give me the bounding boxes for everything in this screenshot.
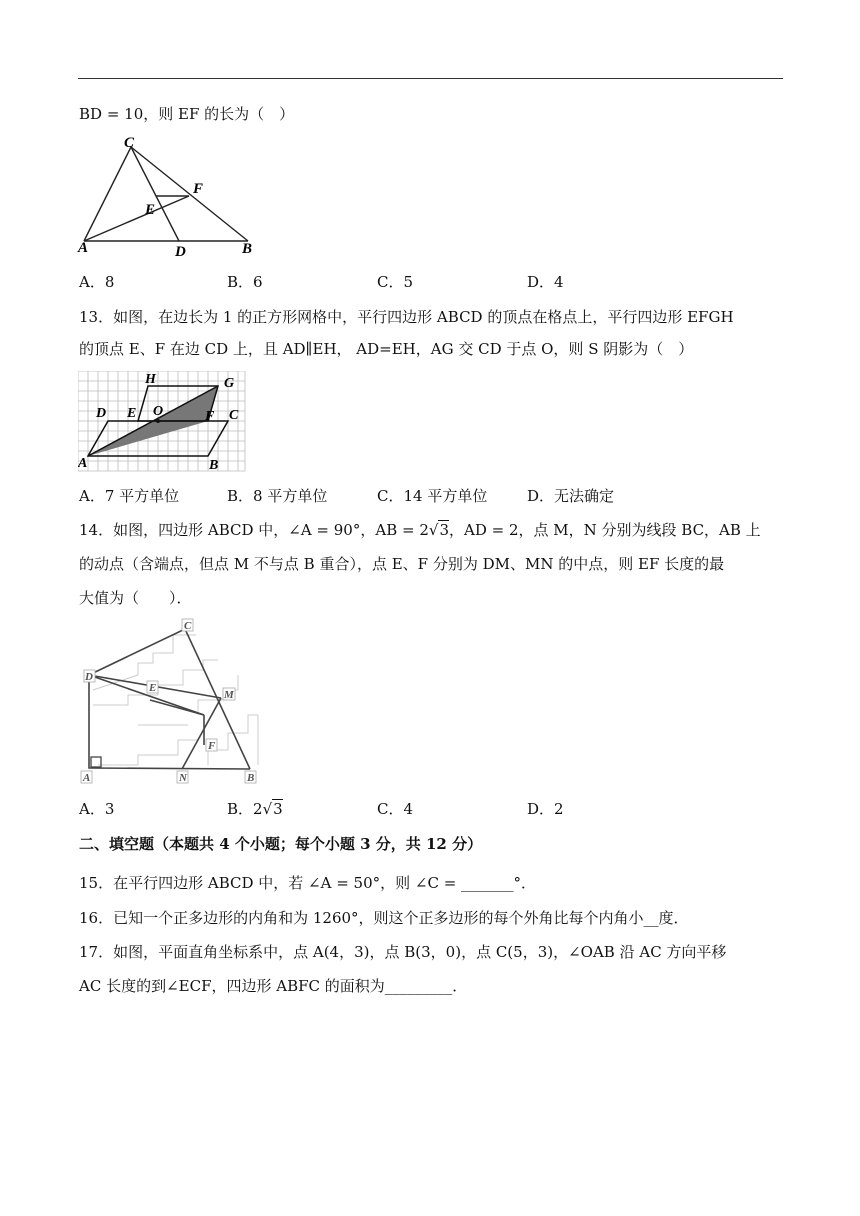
- q14-option-b-label: B．2: [227, 800, 263, 818]
- q14-line1-part1: 14．如图，四边形 ABCD 中，∠A = 90°，: [79, 521, 376, 539]
- q13-label-b: B: [209, 458, 219, 473]
- q13-label-c: C: [229, 408, 239, 423]
- q13-label-o: O: [153, 404, 164, 419]
- q14-line1-part2: ，AD = 2，点 M，N 分别为线段 BC，AB 上: [448, 521, 761, 539]
- q12-text: BD = 10，则 EF 的长为（ ）: [79, 105, 295, 123]
- q12-option-b[interactable]: B．6: [227, 273, 263, 291]
- q14-ab-radicand: 3: [439, 521, 449, 539]
- q13-option-b[interactable]: B．8 平方单位: [227, 487, 328, 505]
- q14-text-line1: [79, 520, 761, 540]
- q14-text-line2: 的动点（含端点，但点 M 不与点 B 重合），点 E、F 分别为 DM、MN 的中点，则 EF 长度的最: [79, 555, 725, 573]
- q14-label-d: D: [85, 671, 93, 683]
- q17-text-line2: AC 长度的到∠ECF，四边形 ABFC 的面积为_________．: [79, 977, 468, 995]
- q14-label-n: N: [179, 772, 187, 784]
- q12-label-e: E: [145, 202, 156, 218]
- q14-label-e: E: [149, 682, 157, 694]
- q14-ab-expression: AB = 2√3: [375, 521, 449, 539]
- q12-option-a[interactable]: A．8: [79, 273, 115, 291]
- q12-label-a: A: [78, 240, 89, 256]
- q14-label-c: C: [184, 620, 192, 632]
- q14-option-a[interactable]: A．3: [79, 800, 115, 818]
- q13-option-a[interactable]: A．7 平方单位: [79, 487, 180, 505]
- q12-label-c: C: [124, 135, 135, 151]
- q14-quadrilateral-figure: [78, 615, 268, 787]
- q15-text: 15．在平行四边形 ABCD 中，若 ∠A = 50°，则 ∠C = _______°．: [79, 874, 537, 892]
- q14-label-f: F: [208, 740, 216, 752]
- q14-option-d[interactable]: D．2: [527, 800, 564, 818]
- q12-label-b: B: [242, 241, 253, 257]
- q14-option-c[interactable]: C．4: [377, 800, 414, 818]
- section-heading: 二、填空题（本题共 4 个小题；每个小题 3 分，共 12 分）: [79, 835, 483, 853]
- q12-option-d[interactable]: D．4: [527, 273, 564, 291]
- q13-label-a: A: [78, 456, 88, 471]
- q14-option-b-radicand: 3: [273, 800, 283, 818]
- q13-label-h: H: [145, 372, 156, 387]
- q12-label-f: F: [193, 181, 204, 197]
- q14-label-a: A: [83, 772, 91, 784]
- q14-ab-label: AB = 2: [375, 521, 429, 539]
- q14-label-b: B: [247, 772, 255, 784]
- q12-option-c[interactable]: C．5: [377, 273, 414, 291]
- q14-option-b[interactable]: B．2√3: [227, 800, 283, 818]
- q13-text-line2: 的顶点 E、F 在边 CD 上，且 AD∥EH， AD=EH，AG 交 CD 于点 O，则 S 阴影为（ ）: [79, 340, 694, 358]
- header-rule: [78, 78, 783, 79]
- q13-label-g: G: [224, 376, 235, 391]
- q14-text-line3: 大值为（ ）．: [79, 589, 192, 607]
- q13-option-d[interactable]: D．无法确定: [527, 487, 615, 505]
- q12-label-d: D: [175, 244, 186, 260]
- q12-triangle-figure: [76, 134, 266, 260]
- q14-label-m: M: [224, 689, 234, 701]
- q17-text-line1: 17．如图，平面直角坐标系中，点 A(4，3)，点 B(3，0)，点 C(5，3)，∠OAB 沿 AC 方向平移: [79, 943, 727, 961]
- q13-label-d: D: [96, 406, 107, 421]
- q13-option-c[interactable]: C．14 平方单位: [377, 487, 488, 505]
- q13-grid-figure: [78, 371, 246, 473]
- q16-text: 16．已知一个正多边形的内角和为 1260°，则这个正多边形的每个外角比每个内角小__度．: [79, 909, 689, 927]
- q13-label-e: E: [127, 406, 137, 421]
- q13-text-line1: 13．如图，在边长为 1 的正方形网格中，平行四边形 ABCD 的顶点在格点上，平行四边形 EFGH: [79, 308, 734, 326]
- q13-label-f: F: [205, 409, 215, 424]
